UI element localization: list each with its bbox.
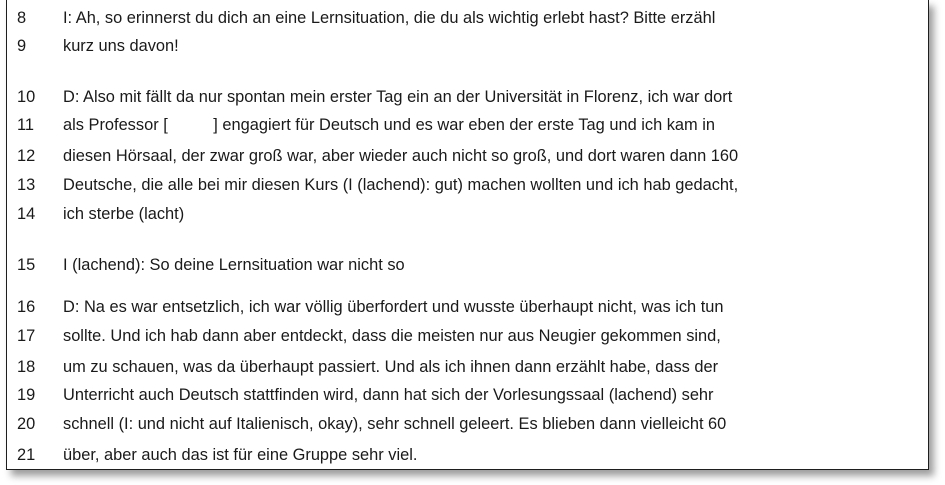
- transcript-line: [7, 143, 928, 169]
- transcript-line: [7, 252, 928, 278]
- line-text: schnell (I: und nicht auf Italienisch, okay), sehr schnell geleert. Es blieben dann vielleicht 60: [63, 415, 727, 433]
- line-text: als Professor [ ] engagiert für Deutsch und es war eben der erste Tag und ich kam in: [63, 116, 716, 134]
- line-text: kurz uns davon!: [63, 37, 179, 55]
- line-text: Deutsche, die alle bei mir diesen Kurs (I (lachend): gut) machen wollten und ich hab gedacht,: [63, 176, 739, 194]
- transcript-line: [7, 33, 928, 59]
- transcript-line: [7, 294, 928, 320]
- line-number: 11: [17, 116, 35, 134]
- line-text: ich sterbe (lacht): [63, 205, 185, 223]
- line-number: 14: [17, 205, 36, 223]
- transcript-line: [7, 442, 928, 468]
- transcript-line: [7, 382, 928, 408]
- line-number: 19: [17, 386, 36, 404]
- transcript-page: [6, 0, 929, 470]
- line-number: 10: [17, 88, 36, 106]
- line-number: 12: [17, 147, 36, 165]
- line-number: 17: [17, 327, 36, 345]
- line-text: sollte. Und ich hab dann aber entdeckt, dass die meisten nur aus Neugier gekommen sind,: [63, 327, 721, 345]
- line-number: 8: [17, 9, 27, 27]
- line-text: I (lachend): So deine Lernsituation war nicht so: [63, 256, 405, 274]
- transcript-line: [7, 201, 928, 227]
- line-text: diesen Hörsaal, der zwar groß war, aber wieder auch nicht so groß, und dort waren dann 160: [63, 147, 739, 165]
- line-number: 20: [17, 415, 36, 433]
- transcript-line: [7, 323, 928, 349]
- transcript-line: [7, 112, 928, 138]
- transcript-line: [7, 172, 928, 198]
- line-number: 16: [17, 298, 36, 316]
- transcript-line: [7, 411, 928, 437]
- line-text: über, aber auch das ist für eine Gruppe sehr viel.: [63, 446, 418, 464]
- transcript-line: [7, 354, 928, 380]
- line-number: 9: [17, 37, 27, 55]
- line-number: 13: [17, 176, 36, 194]
- transcript-line: [7, 5, 928, 31]
- line-number: 21: [17, 446, 36, 464]
- line-text: D: Na es war entsetzlich, ich war völlig überfordert und wusste überhaupt nicht, was ich tun: [63, 298, 724, 316]
- line-text: Unterricht auch Deutsch stattfinden wird, dann hat sich der Vorlesungssaal (lachend) sehr: [63, 386, 714, 404]
- line-text: D: Also mit fällt da nur spontan mein erster Tag ein an der Universität in Florenz, ich war dort: [63, 88, 733, 106]
- line-number: 18: [17, 358, 36, 376]
- line-text: I: Ah, so erinnerst du dich an eine Lernsituation, die du als wichtig erlebt hast? Bitte erzähl: [63, 9, 716, 27]
- line-text: um zu schauen, was da überhaupt passiert. Und als ich ihnen dann erzählt habe, dass der: [63, 358, 719, 376]
- line-number: 15: [17, 256, 36, 274]
- transcript-line: [7, 84, 928, 110]
